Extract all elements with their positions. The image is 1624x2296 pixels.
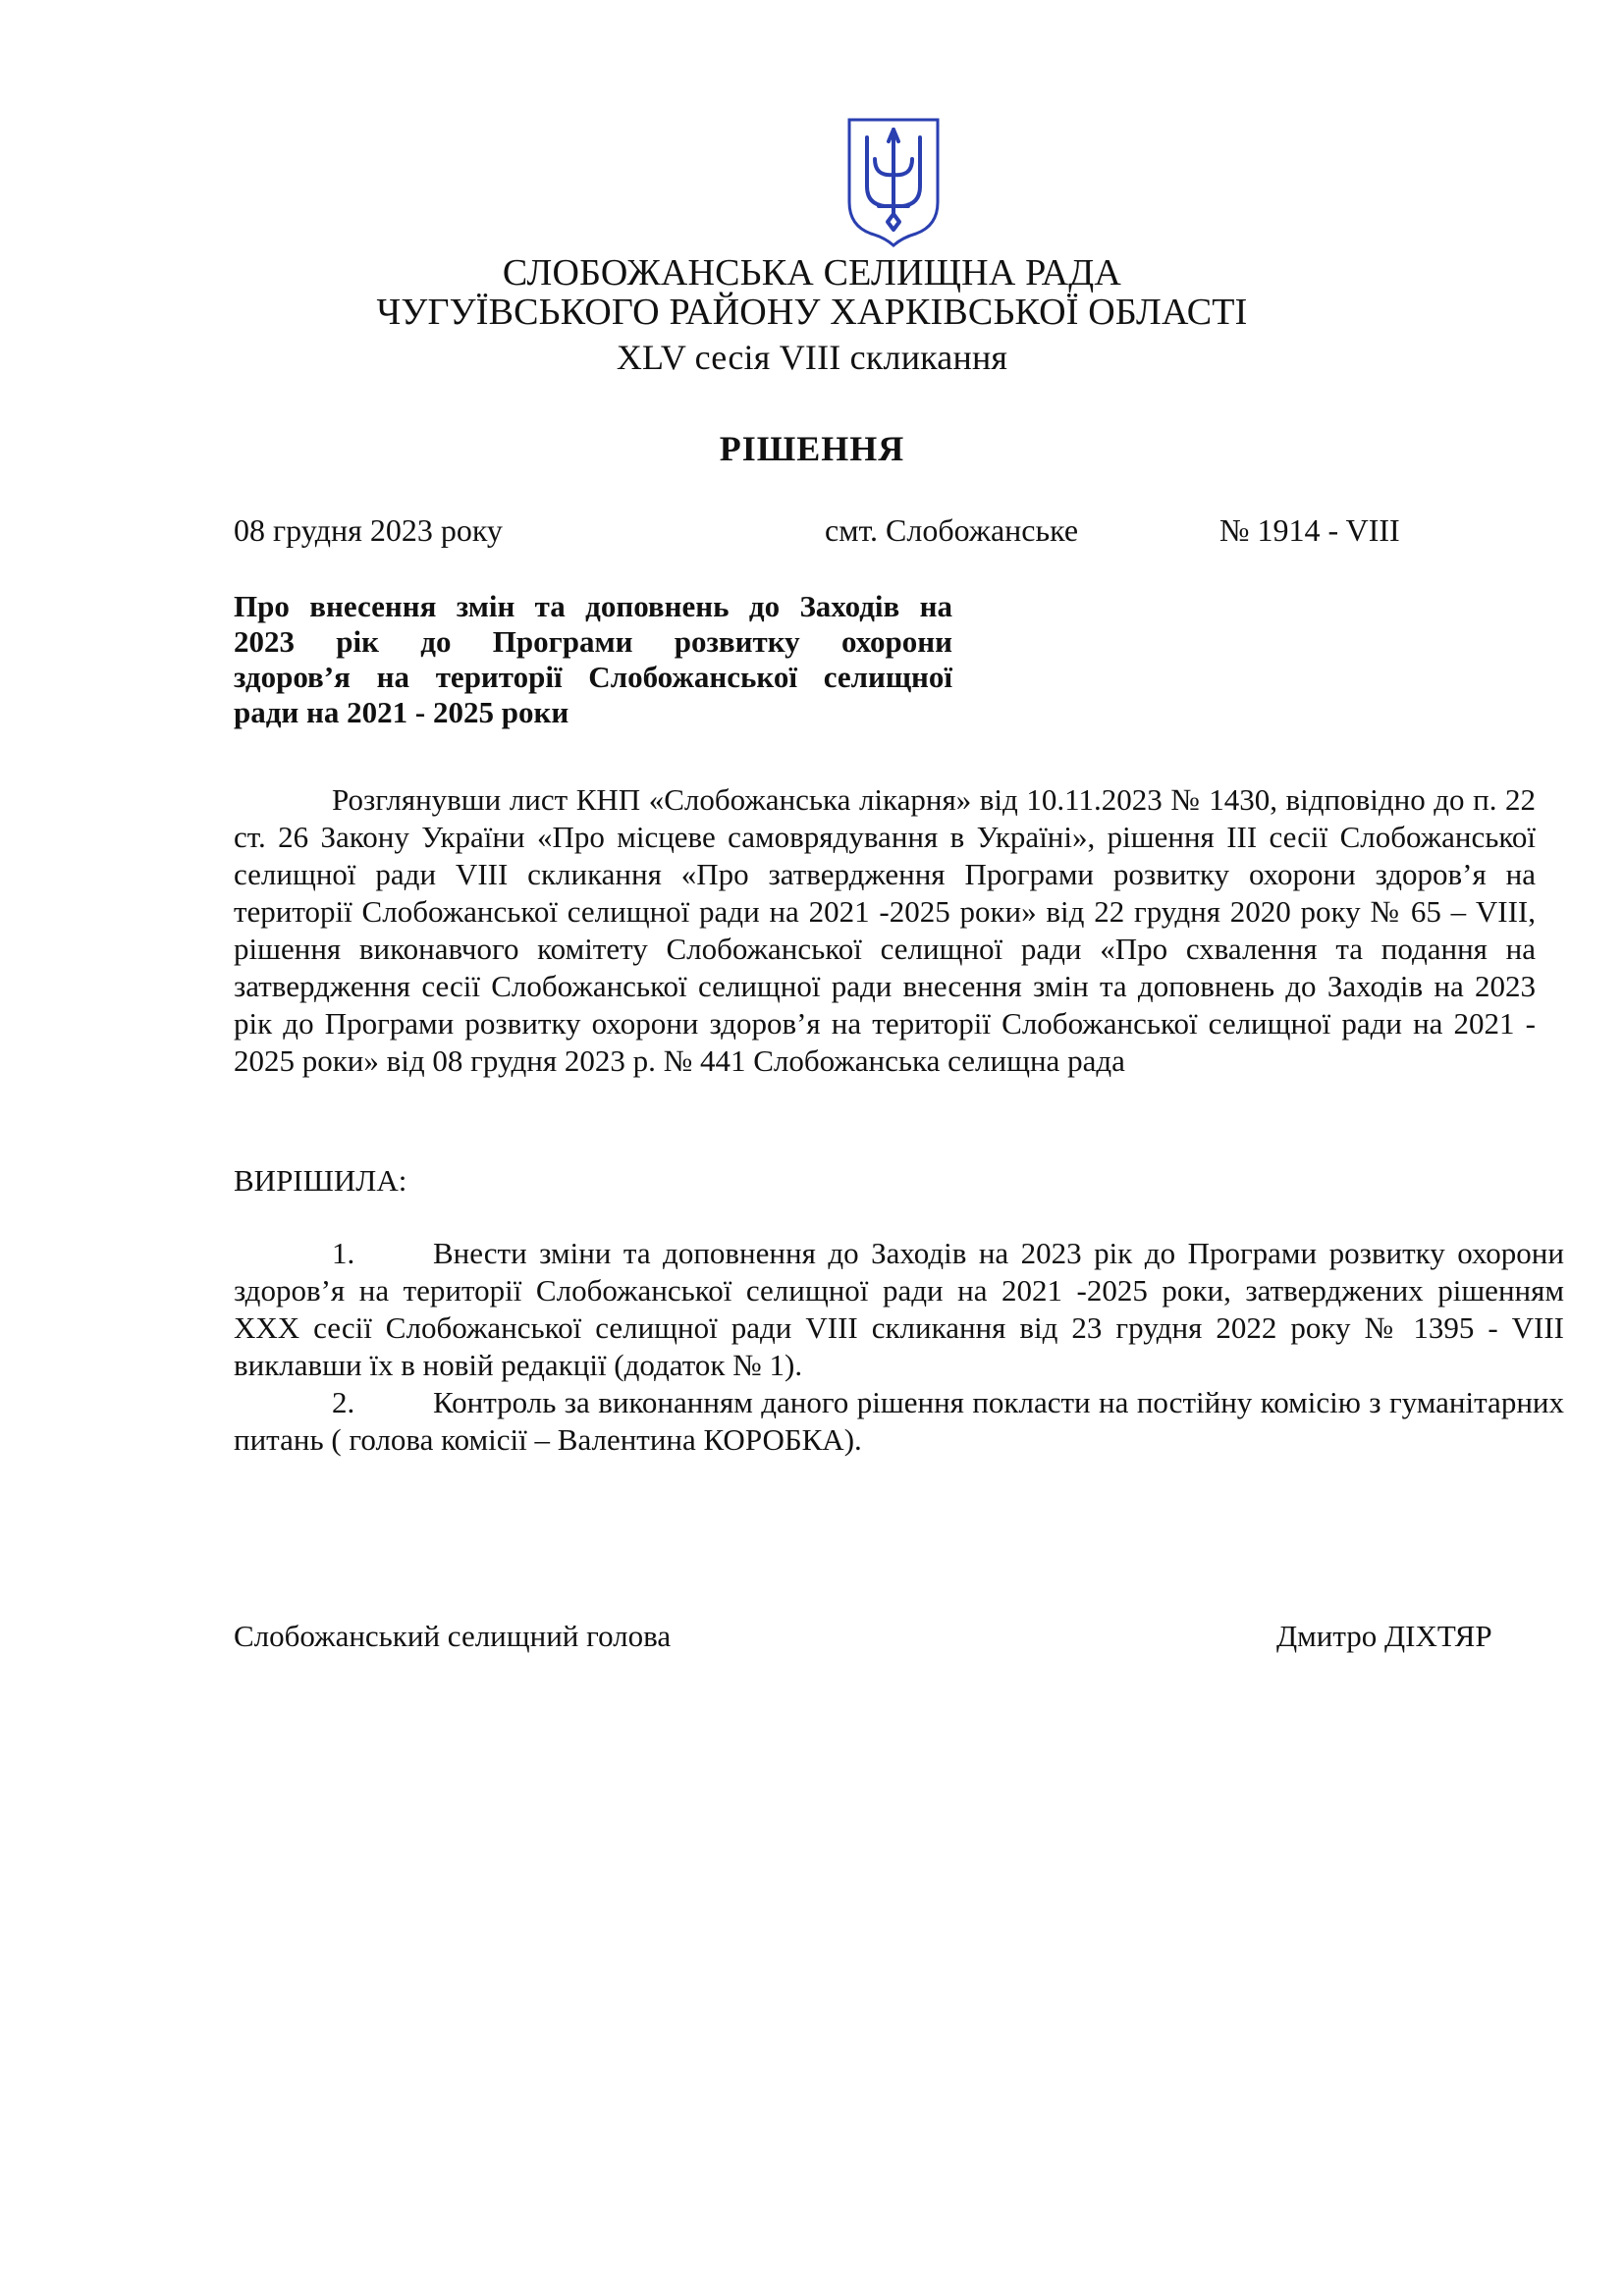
decision-item bbox=[234, 1384, 1564, 1459]
subject-line: здоров’я на території Слобожанської селищної bbox=[234, 660, 952, 694]
item-text: Контроль за виконанням даного рішення покласти на постійну комісію з гуманітарних питань ( голова комісії – Валентина КОРОБКА). bbox=[234, 1385, 1564, 1457]
session-name: XLV сесія VIII скликання bbox=[616, 338, 1008, 377]
decision-subject bbox=[234, 589, 952, 730]
document-place: смт. Слобожанське bbox=[825, 512, 1079, 548]
document-number: № 1914 - VIII bbox=[1219, 512, 1400, 548]
signature-name: Дмитро ДІХТЯР bbox=[1276, 1619, 1492, 1653]
district-name: ЧУГУЇВСЬКОГО РАЙОНУ ХАРКІВСЬКОЇ ОБЛАСТІ bbox=[376, 292, 1248, 333]
signature-role: Слобожанський селищний голова bbox=[234, 1619, 672, 1653]
subject-line: Про внесення змін та доповнень до Заходів на bbox=[234, 589, 952, 623]
preamble-text: Розглянувши лист КНП «Слобожанська лікарня» від 10.11.2023 № 1430, відповідно до п. 22 ст. 26 Закону України «Про місцеве самоврядування в Україні», рішення ІІІ сесії Слобожанської селищної ради VIII скликання «Про затвердження Програми розвитку охорони здоров’я на території Слобожанської селищної ради на 2021 -2025 роки» від 22 грудня 2020 року № 65 – VIII, рішення виконавчого комітету Слобожанської селищної ради «Про схвалення та подання на затвердження сесії Слобожанської селищної ради внесення змін та доповнень до Заходів на 2023 рік до Програми розвитку охорони здоров’я на території Слобожанської селищної ради на 2021 - 2025 роки» від 08 грудня 2023 р. № 441 Слобожанська селищна рада bbox=[234, 782, 1536, 1078]
council-name: СЛОБОЖАНСЬКА СЕЛИЩНА РАДА bbox=[502, 252, 1122, 294]
subject-line: 2023 рік до Програми розвитку охорони bbox=[234, 624, 952, 659]
document-title: РІШЕННЯ bbox=[719, 429, 905, 468]
item-number: 2. bbox=[332, 1385, 355, 1419]
document-date: 08 грудня 2023 року bbox=[234, 512, 503, 548]
item-number: 1. bbox=[332, 1236, 355, 1270]
trident-coat-of-arms-icon bbox=[845, 116, 942, 247]
decision-item bbox=[234, 1235, 1564, 1384]
preamble-block bbox=[234, 781, 1536, 1080]
item-text: Внести зміни та доповнення до Заходів на 2023 рік до Програми розвитку охорони здоров’я на території Слобожанської селищної ради на 2021 -2025 роки, затверджених рішенням XXX сесії Слобожанської селищної ради VIII скликання від 23 грудня 2022 року № 1395 - VIII виклавши їх в новій редакції (додаток № 1). bbox=[234, 1236, 1564, 1382]
decision-items bbox=[234, 1235, 1564, 1459]
decided-heading: ВИРІШИЛА: bbox=[234, 1163, 407, 1198]
subject-line: ради на 2021 - 2025 роки bbox=[234, 695, 569, 729]
